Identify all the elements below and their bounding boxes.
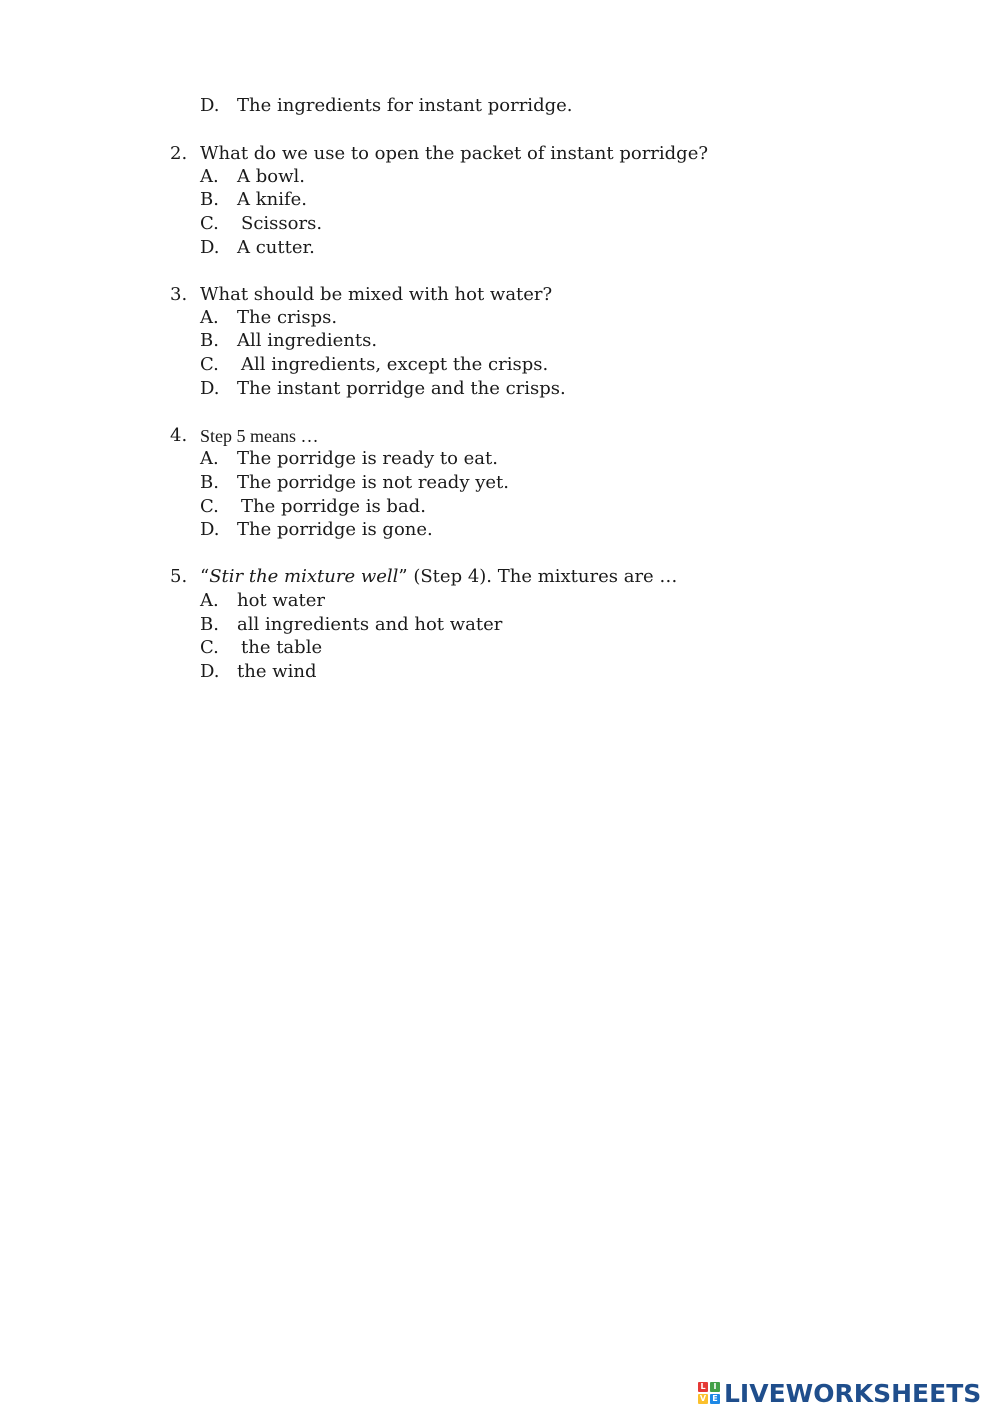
option-letter: D. [200, 378, 220, 399]
option-text: hot water [237, 590, 326, 611]
option-letter: C. [200, 637, 219, 658]
option-letter: C. [200, 496, 219, 517]
question-number: 3. [170, 284, 188, 305]
option-text: A bowl. [237, 166, 305, 187]
option-text: A cutter. [237, 237, 315, 258]
logo-square: E [710, 1394, 720, 1404]
option-text: All ingredients, except the crisps. [241, 354, 549, 375]
question-number: 2. [170, 143, 188, 164]
option-letter: D. [200, 237, 220, 258]
option-letter: D. [200, 661, 220, 682]
option-text: The porridge is bad. [241, 496, 426, 517]
option-letter: B. [200, 614, 219, 635]
option-text: The ingredients for instant porridge. [237, 95, 573, 116]
option-text: the table [241, 637, 323, 658]
option-letter: B. [200, 189, 219, 210]
option-text: The instant porridge and the crisps. [237, 378, 566, 399]
option-letter: A. [200, 448, 219, 469]
question-number: 4. [170, 425, 188, 446]
question-text: What do we use to open the packet of instant porridge? [200, 143, 709, 164]
question-text-rest: ” (Step 4). The mixtures are … [398, 566, 678, 587]
quoted-instruction: Stir the mixture well [209, 566, 399, 587]
question-text [200, 566, 677, 588]
liveworksheets-logo [698, 1380, 981, 1406]
option-letter: B. [200, 472, 219, 493]
question-number: 5. [170, 566, 188, 587]
option-text: The porridge is gone. [237, 519, 433, 540]
quote-open: “ [200, 566, 210, 587]
logo-square: L [698, 1382, 708, 1392]
question-text: Step 5 means … [200, 426, 319, 446]
option-text: The porridge is not ready yet. [237, 472, 509, 493]
logo-text: LIVEWORKSHEETS [724, 1378, 982, 1408]
question-text: What should be mixed with hot water? [200, 284, 553, 305]
option-letter: C. [200, 213, 219, 234]
option-text: All ingredients. [237, 330, 378, 351]
option-text: Scissors. [241, 213, 323, 234]
logo-square: I [710, 1382, 720, 1392]
option-text: all ingredients and hot water [237, 614, 503, 635]
option-text: The porridge is ready to eat. [237, 448, 498, 469]
option-letter: A. [200, 307, 219, 328]
logo-square: V [699, 1394, 707, 1403]
option-letter: A. [200, 590, 219, 611]
option-letter: B. [200, 330, 219, 351]
option-letter: A. [200, 166, 219, 187]
logo-squares-icon [698, 1382, 720, 1404]
option-text: the wind [237, 661, 317, 682]
option-letter: D. [200, 95, 220, 116]
option-letter: D. [200, 519, 220, 540]
option-letter: C. [200, 354, 219, 375]
option-text: A knife. [237, 189, 308, 210]
option-text: The crisps. [237, 307, 338, 328]
